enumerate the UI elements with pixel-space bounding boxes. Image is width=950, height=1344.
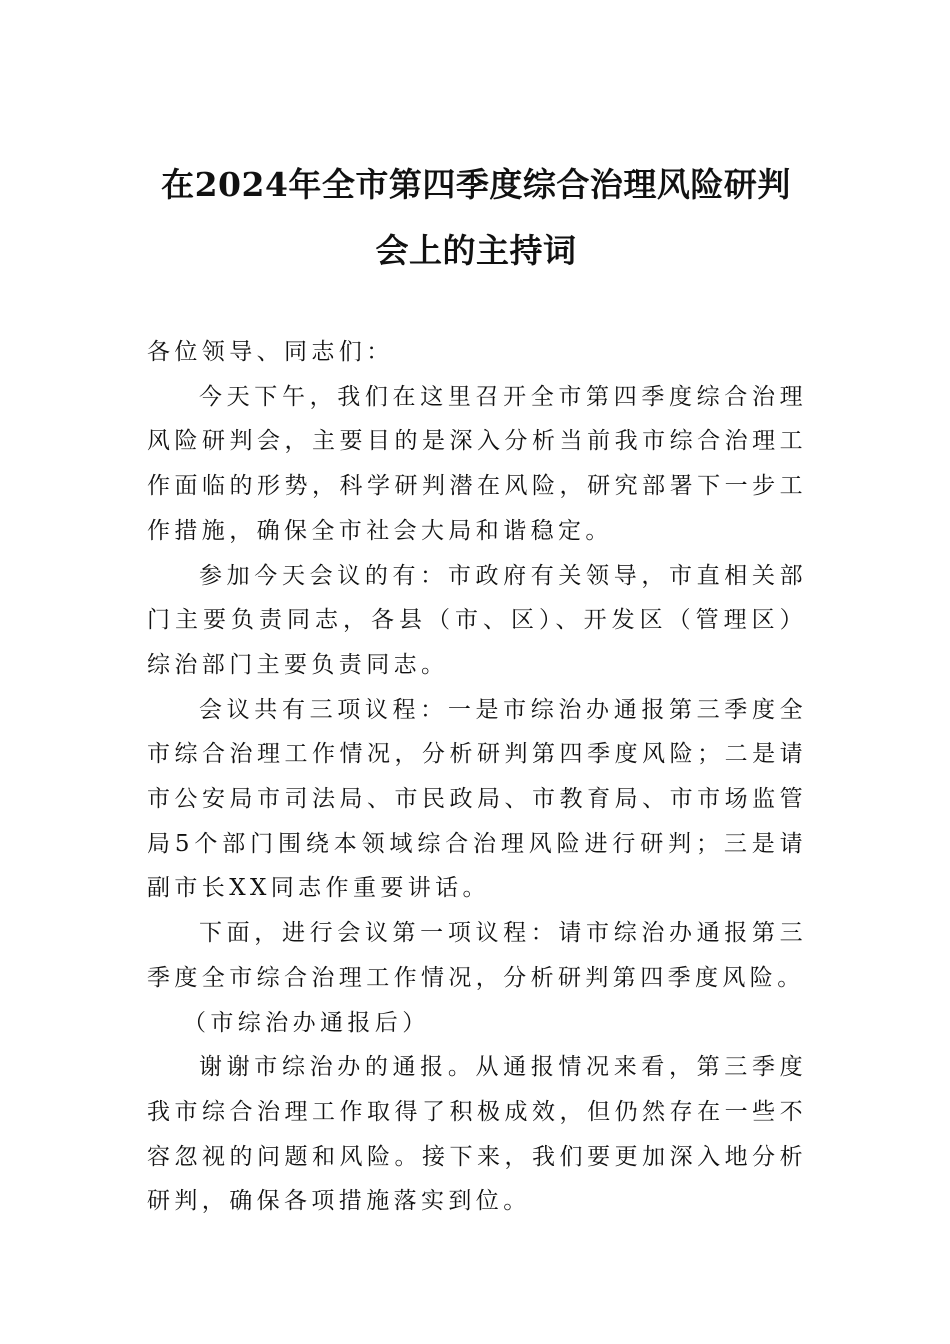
paragraph-agenda: 会议共有三项议程：一是市综治办通报第三季度全市综合治理工作情况，分析研判第四季度风险；二是请市公安局市司法局、市民政局、市教育局、市市场监管局5个部门围绕本领域综合治理风险进行研判；三是请副市长XX同志作重要讲话。 [147,696,807,902]
paragraph-response: 谢谢市综治办的通报。从通报情况来看，第三季度我市综合治理工作取得了积极成效，但仍然存在一些不容忽视的问题和风险。接下来，我们要更加深入地分析研判，确保各项措施落实到位。 [147,1054,807,1215]
stage-note: （市综治办通报后） [183,1009,430,1036]
paragraph-first-agenda-item: 下面，进行会议第一项议程：请市综治办通报第三季度全市综合治理工作情况，分析研判第四季度风险。 [147,920,807,991]
document-body [147,330,807,1224]
salutation: 各位领导、同志们： [147,339,394,365]
paragraph-attendees: 参加今天会议的有：市政府有关领导，市直相关部门主要负责同志，各县（市、区）、开发区（管理区）综治部门主要负责同志。 [147,562,807,678]
document-title: 在2024年全市第四季度综合治理风险研判会上的主持词 [161,165,791,270]
paragraph-opening-purpose: 今天下午，我们在这里召开全市第四季度综合治理风险研判会，主要目的是深入分析当前我市综合治理工作面临的形势，科学研判潜在风险，研究部署下一步工作措施，确保全市社会大局和谐稳定。 [147,383,807,544]
